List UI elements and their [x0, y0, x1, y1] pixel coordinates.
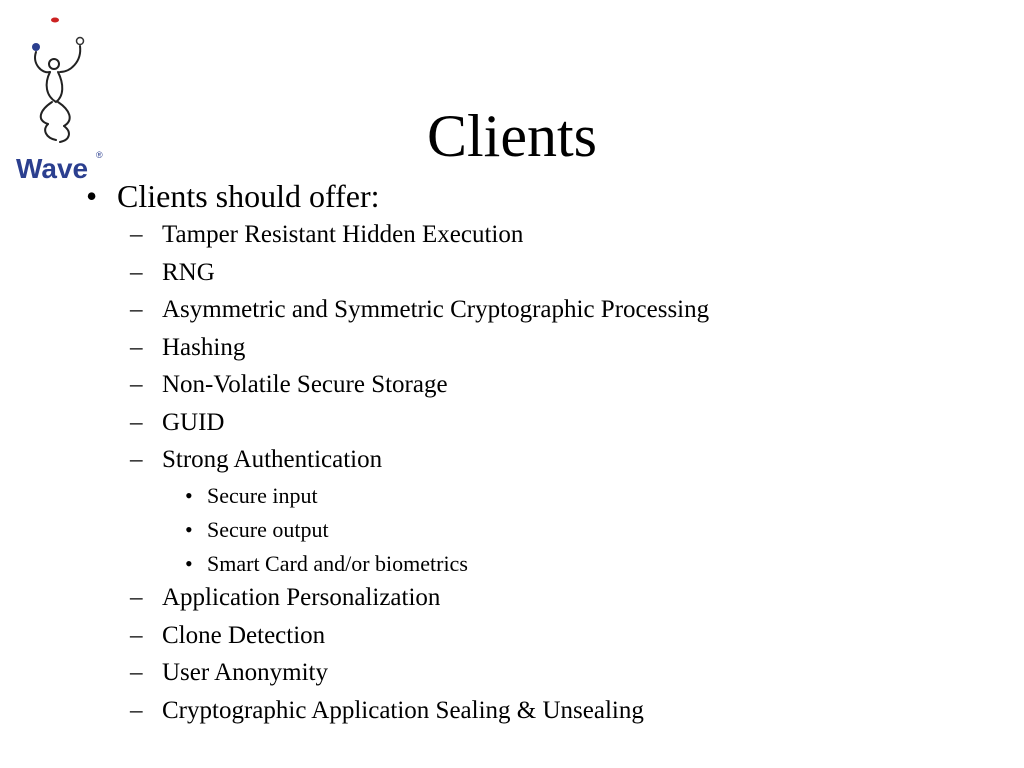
- dash-marker: –: [130, 334, 143, 361]
- sub-sub-bullet-text: Secure input: [207, 483, 318, 508]
- bullet-marker: •: [185, 517, 193, 542]
- sub-bullet-text: Application Personalization: [162, 584, 441, 611]
- sub-bullet-text: RNG: [162, 259, 215, 286]
- dash-marker: –: [130, 584, 143, 611]
- dash-marker: –: [130, 659, 143, 686]
- dash-marker: –: [130, 622, 143, 649]
- dash-marker: –: [130, 296, 143, 323]
- sub-bullet-text: Asymmetric and Symmetric Cryptographic Processing: [162, 296, 710, 323]
- bullet-marker: •: [185, 483, 193, 508]
- registered-mark: ®: [96, 150, 103, 160]
- sub-bullet-text: Cryptographic Application Sealing & Unsealing: [162, 697, 644, 724]
- sub-bullet-text: Hashing: [162, 334, 246, 361]
- bullet-text: Clients should offer:: [117, 178, 380, 214]
- sub-bullet-text: Strong Authentication: [162, 446, 383, 473]
- slide-title: Clients: [426, 103, 597, 169]
- dash-marker: –: [130, 409, 143, 436]
- sub-sub-bullet-text: Secure output: [207, 517, 329, 542]
- dash-marker: –: [130, 221, 143, 248]
- sub-bullet-text: Clone Detection: [162, 622, 326, 649]
- dash-marker: –: [130, 371, 143, 398]
- bullet-marker: •: [86, 178, 98, 214]
- sub-bullet-text: Tamper Resistant Hidden Execution: [162, 221, 524, 248]
- sub-sub-bullet-text: Smart Card and/or biometrics: [207, 551, 468, 576]
- logo-wordmark: Wave: [16, 153, 89, 184]
- dash-marker: –: [130, 697, 143, 724]
- dash-marker: –: [130, 259, 143, 286]
- sub-bullet-text: Non-Volatile Secure Storage: [162, 371, 448, 398]
- bullet-marker: •: [185, 551, 193, 576]
- dash-marker: –: [130, 446, 143, 473]
- sub-bullet-text: GUID: [162, 409, 225, 436]
- sub-bullet-text: User Anonymity: [162, 659, 328, 686]
